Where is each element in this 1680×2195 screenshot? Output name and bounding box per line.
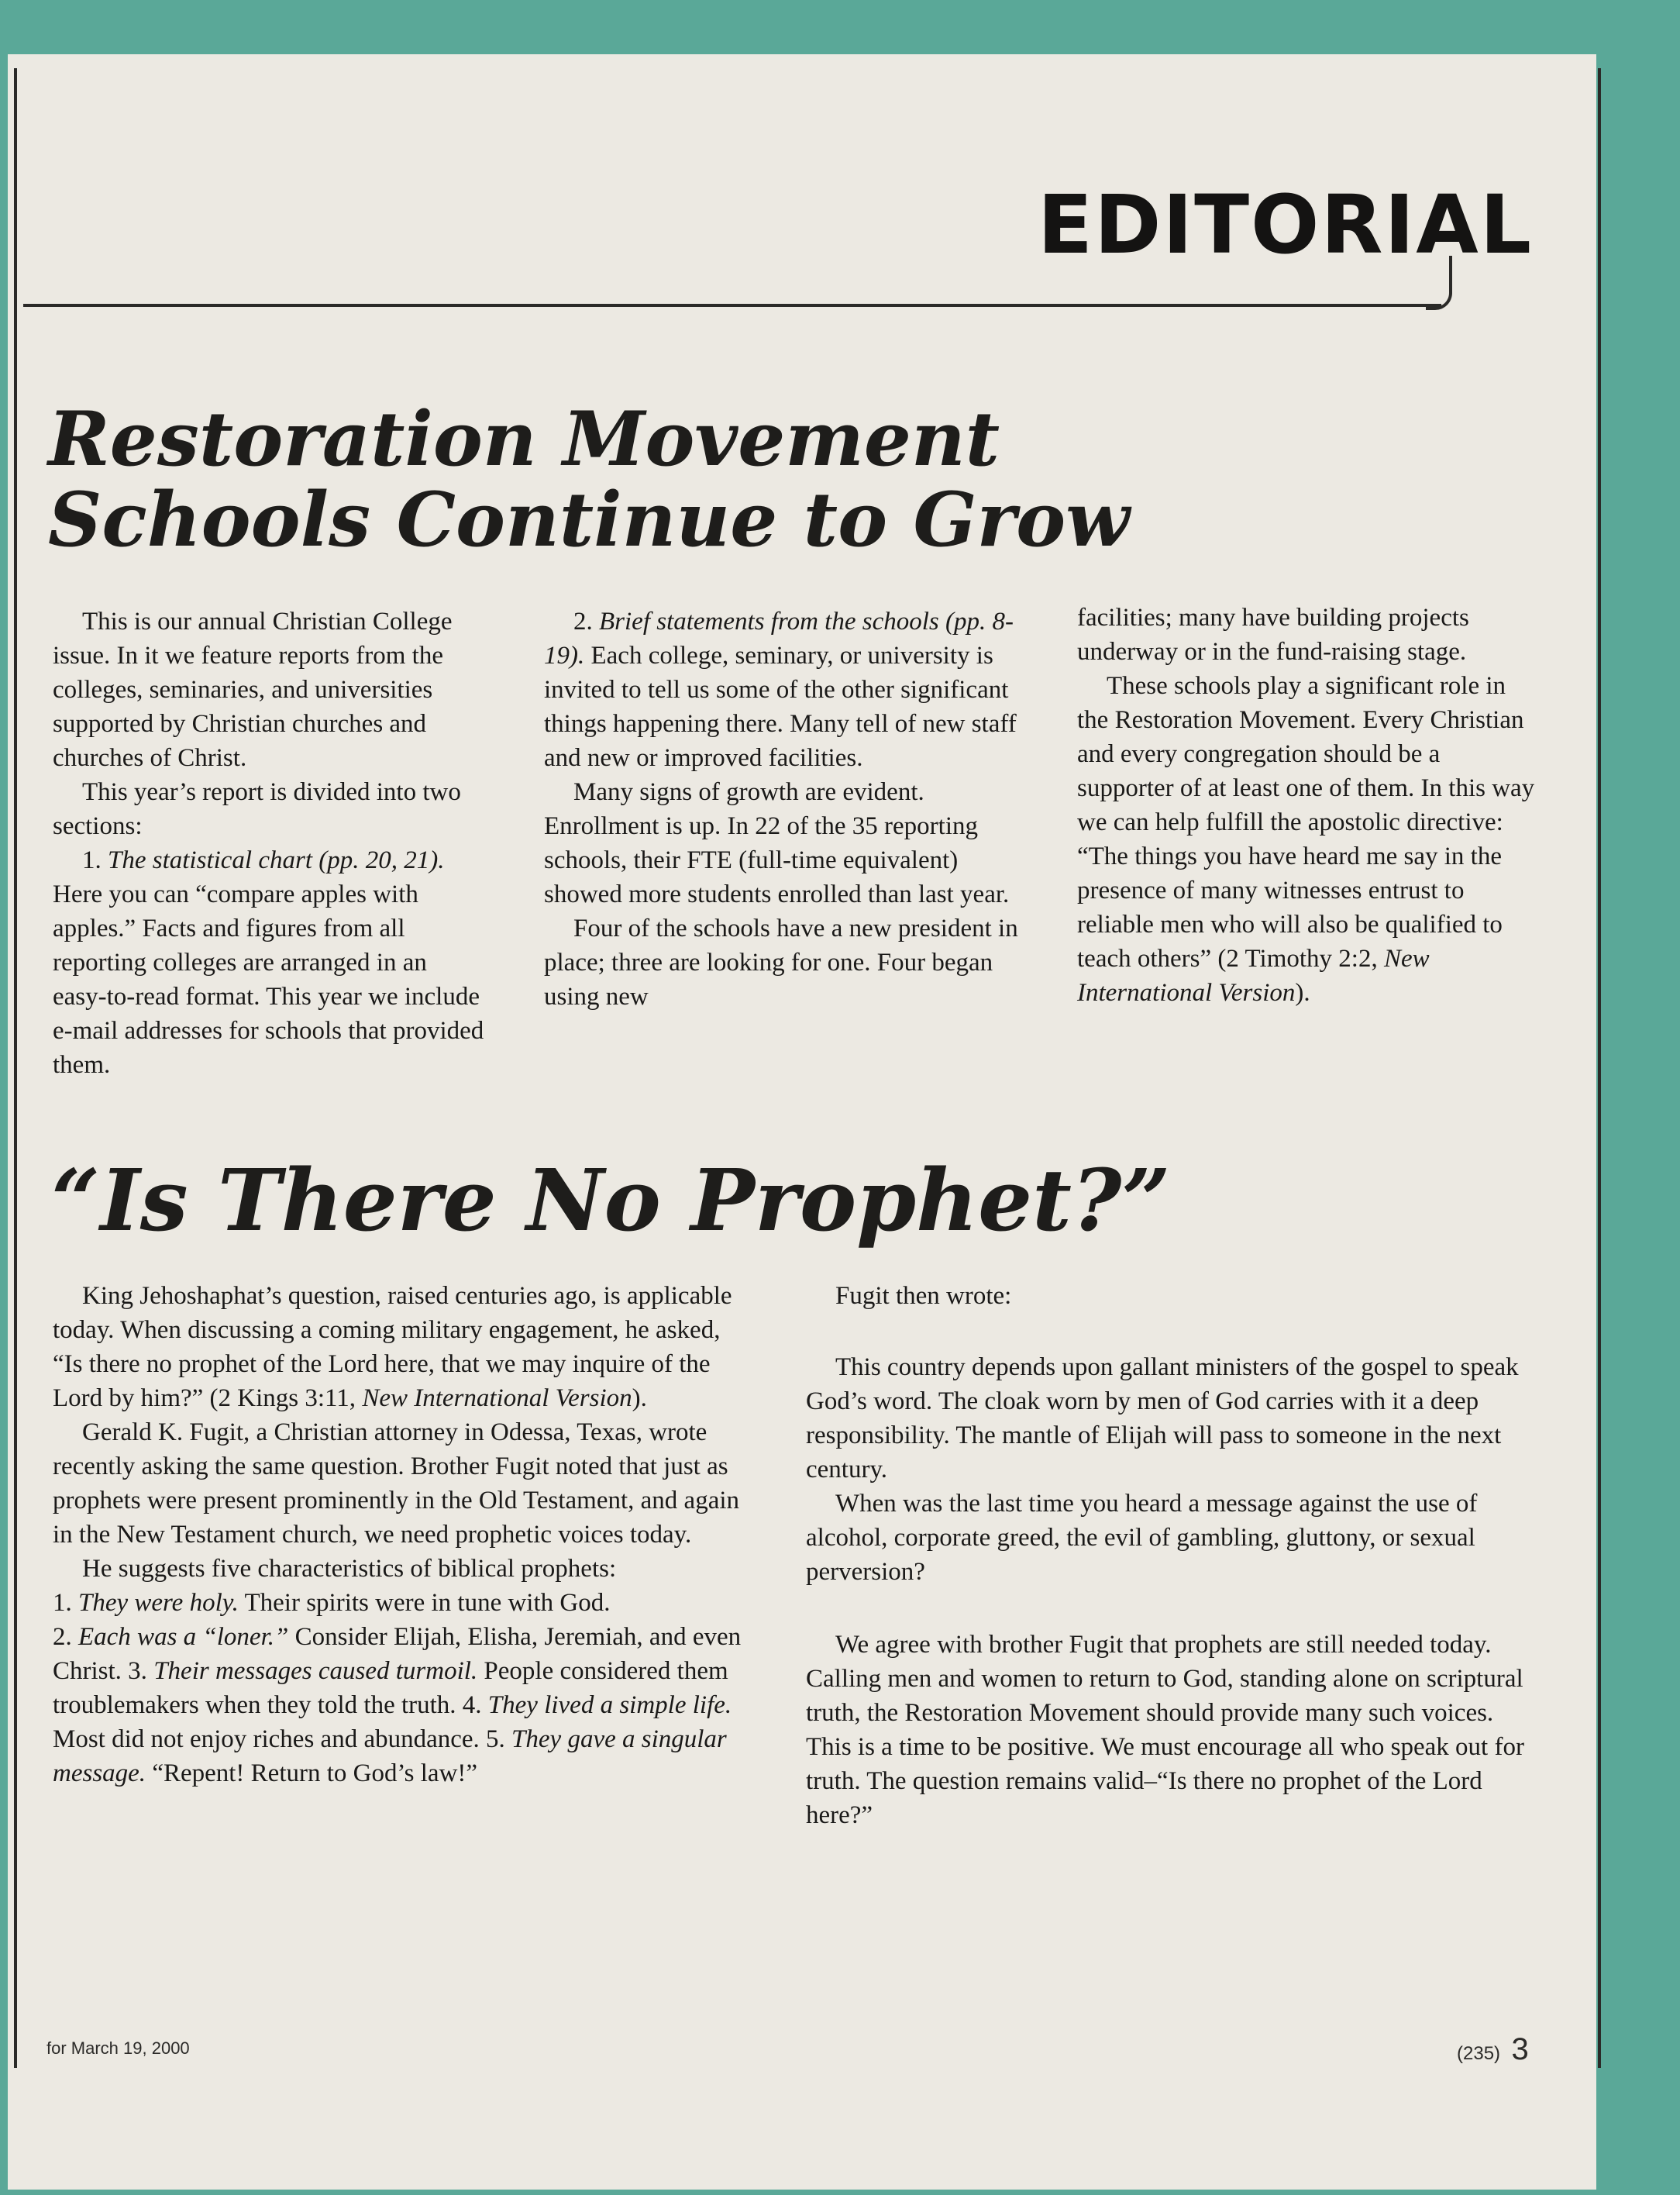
paragraph-text: Here you can “compare apples with apples.” Facts and figures from all reporting colleges are arranged in an easy-to-read format. This year we include e-mail addresses for schools that provided them.	[53, 880, 484, 1079]
paragraph-text: Consider Elijah, Elisha, Jeremiah, and even Christ. 3.	[53, 1623, 742, 1685]
block-quote	[806, 1350, 1527, 1589]
paragraph	[53, 1279, 750, 1415]
paragraph-text: ).	[1295, 979, 1310, 1007]
header-rule	[23, 304, 1441, 307]
emphasis: New International Version	[362, 1384, 632, 1412]
article1-column-2	[544, 605, 1024, 1014]
paragraph: Four of the schools have a new president in place; three are looking for one. Four began using new	[544, 915, 1018, 1011]
issue-date: for March 19, 2000	[46, 2038, 190, 2058]
paragraph	[53, 843, 487, 1082]
list-number: 2.	[573, 608, 593, 636]
article2-column-1	[53, 1279, 750, 1790]
quote-paragraph: When was the last time you heard a message against the use of alcohol, corporate greed, the evil of gambling, gluttony, or sexual perversion?	[806, 1490, 1478, 1586]
article1-column-1	[53, 605, 487, 1082]
paragraph-text: King Jehoshaphat’s question, raised centuries ago, is applicable today. When discussing a coming military engagement, he asked, “Is there no prophet of the Lord here, that we may inquire of the Lord by him?” (2 Kings 3:11,	[53, 1282, 732, 1412]
paragraph: He suggests five characteristics of biblical prophets:	[82, 1555, 617, 1583]
emphasis: New International Version	[1077, 945, 1430, 1007]
emphasis: They gave a singular message.	[53, 1725, 727, 1787]
list-number: 2.	[53, 1623, 72, 1651]
page-num: 3	[1511, 2032, 1529, 2066]
emphasis: The statistical chart (pp. 20, 21).	[108, 846, 445, 874]
paragraph	[53, 1586, 750, 1790]
emphasis: They lived a simple life.	[487, 1691, 732, 1719]
paragraph-text: “Repent! Return to God’s law!”	[152, 1759, 478, 1787]
paragraph	[544, 605, 1024, 775]
paragraph-text: Each college, seminary, or university is invited to tell us some of the other significant things happening there. Many tell of new staff and new or improved facilities.	[544, 642, 1017, 772]
paragraph: This is our annual Christian College issue. In it we feature reports from the colleges, seminaries, and universities supported by Christian churches and churches of Christ.	[53, 608, 453, 772]
emphasis: They were holy.	[78, 1589, 239, 1617]
list-number: 1.	[53, 1589, 72, 1617]
article2-title: “Is There No Prophet?”	[51, 1150, 1171, 1250]
paragraph	[1077, 669, 1542, 1010]
page-code: (235)	[1457, 2043, 1501, 2064]
article2-column-2	[806, 1279, 1527, 1832]
paragraph: facilities; many have building projects underway or in the fund-raising stage.	[1077, 604, 1469, 666]
article1-title-line1: Restoration Movement	[48, 395, 1000, 483]
section-label: EDITORIAL	[1038, 177, 1533, 272]
page-number	[1457, 2032, 1529, 2067]
paragraph: Fugit then wrote:	[835, 1282, 1012, 1310]
article1-title-line2: Schools Continue to Grow	[48, 475, 1130, 563]
emphasis: Brief statements from the schools (pp. 8-19).	[544, 608, 1014, 670]
emphasis: Each was a “loner.”	[78, 1623, 289, 1651]
paragraph-text: ).	[632, 1384, 647, 1412]
paragraph-text: People considered them troublemakers when they told the truth. 4.	[53, 1657, 728, 1719]
paragraph-text: These schools play a significant role in the Restoration Movement. Every Christian and every congregation should be a supporter of at least one of them. In this way we can help fulfill the apostolic directive: “The things you have heard me say in the presence of many witnesses entrust to reliable men who will also be qualified to teach others” (2 Timothy 2:2,	[1077, 672, 1535, 973]
article1-title	[48, 395, 1365, 563]
paragraph-text: Most did not enjoy riches and abundance. 5.	[53, 1725, 505, 1753]
quote-paragraph: This country depends upon gallant ministers of the gospel to speak God’s word. The cloak worn by men of God carries with it a deep responsibility. The mantle of Elijah will pass to someone in the next century.	[806, 1353, 1519, 1483]
article1-column-3	[1077, 601, 1542, 1010]
list-number: 1.	[82, 846, 102, 874]
paragraph: Gerald K. Fugit, a Christian attorney in Odessa, Texas, wrote recently asking the same question. Brother Fugit noted that just as prophets were present prominently in the Old Testament, and again in the New Testament church, we need prophetic voices today.	[53, 1418, 740, 1549]
emphasis: Their messages caused turmoil.	[153, 1657, 478, 1685]
paragraph: We agree with brother Fugit that prophets are still needed today. Calling men and women to return to God, standing alone on scriptural truth, the Restoration Movement should provide many such voices. This is a time to be positive. We must encourage all who speak out for truth. The question remains valid–“Is there no prophet of the Lord here?”	[806, 1631, 1524, 1829]
paragraph-text: Their spirits were in tune with God.	[244, 1589, 611, 1617]
paragraph: Many signs of growth are evident. Enrollment is up. In 22 of the 35 reporting schools, their FTE (full-time equivalent) showed more students enrolled than last year.	[544, 778, 1010, 908]
paragraph: This year’s report is divided into two sections:	[53, 778, 461, 840]
